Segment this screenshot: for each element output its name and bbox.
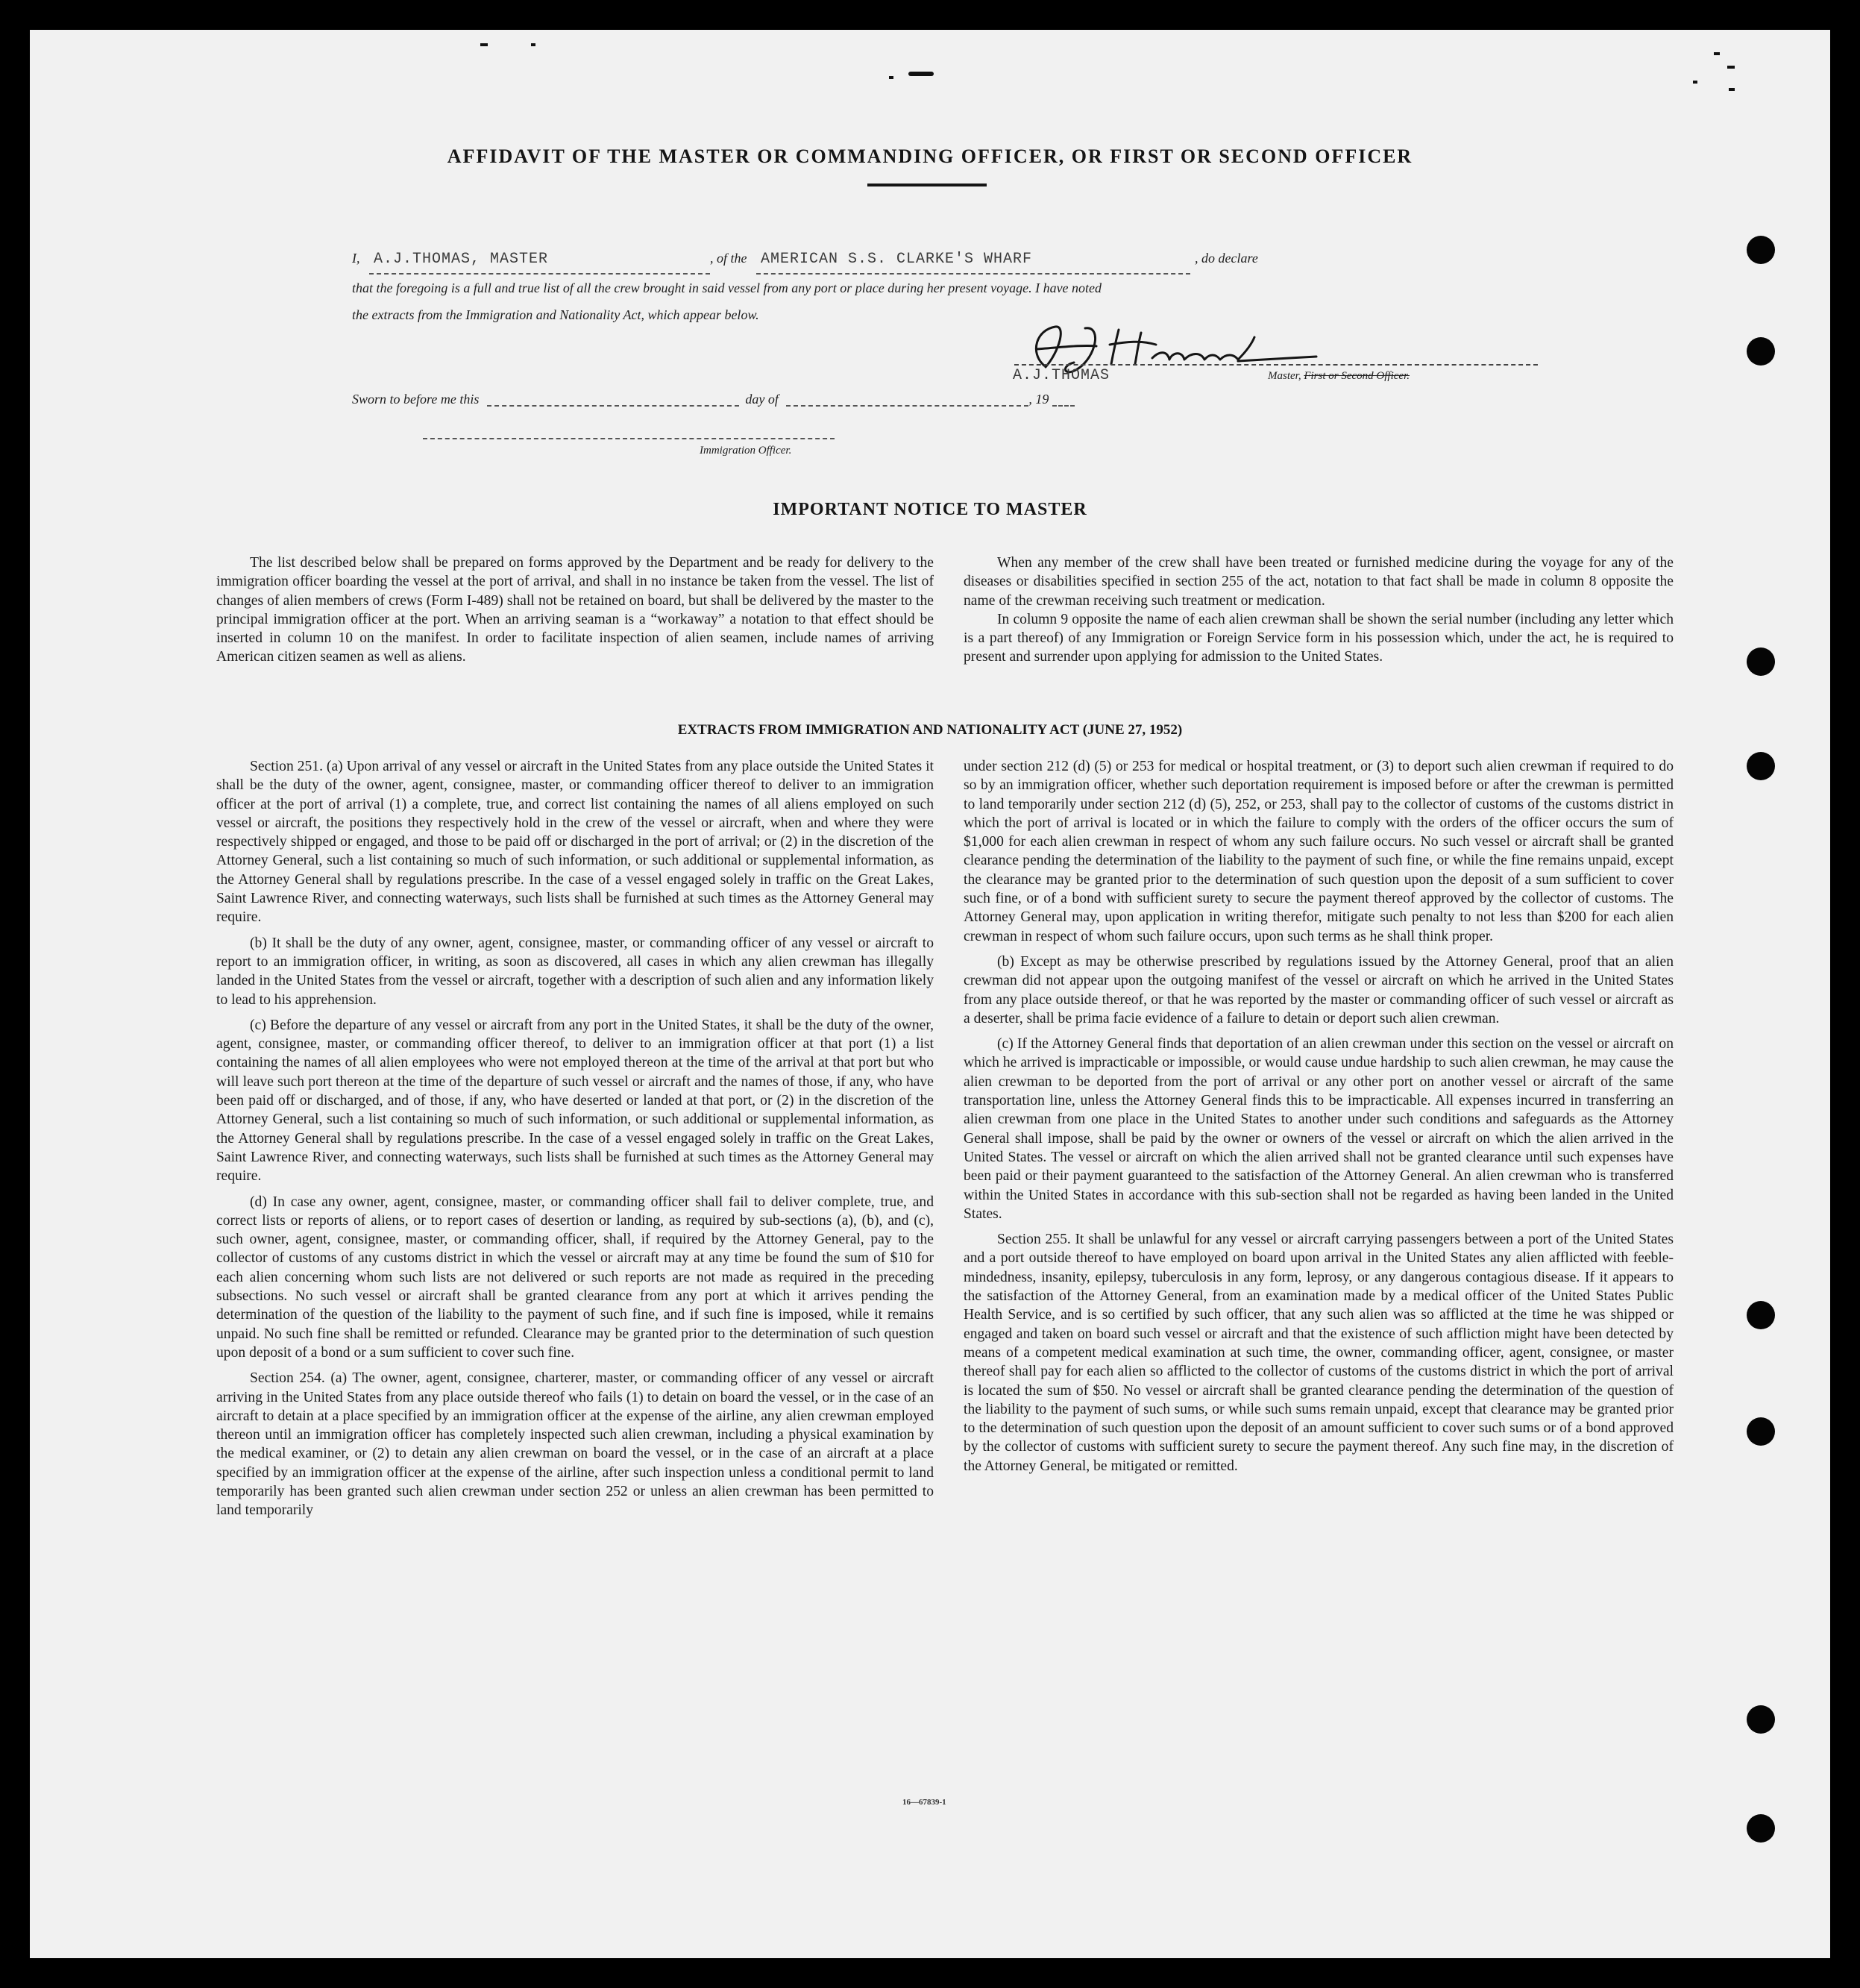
- scan-speck: [889, 76, 893, 79]
- notice-heading: IMPORTANT NOTICE TO MASTER: [773, 500, 1087, 519]
- notice-right-paragraph-2: In column 9 opposite the name of each alien crewman shall be shown the serial number (including any letter which is a part thereof) of any Immigration or Foreign Service form in his possession which, under the act, he is required to present and surrender upon applying for admission to the United States.: [964, 611, 1674, 665]
- declaration-prefix: I,: [352, 251, 360, 266]
- sworn-label: Sworn to before me this: [352, 392, 480, 407]
- signature-line: [1014, 364, 1538, 366]
- binder-hole: [1747, 752, 1775, 780]
- section-255: Section 255. It shall be unlawful for any vessel or aircraft carrying passengers between a port of the United States and a port outside thereof to have employed on board upon arrival in the United States any alien afflicted with feeble-mindedness, insanity, epilepsy, tuberculosis in any form, leprosy, or any dangerous contagious disease. If it appears to the satisfaction of the Attorney General, from an examination made by a medical officer of the United States Public Health Service, and is so certified by such officer, that any such alien was so afflicted at the time he was shipped or engaged and taken on board such vessel or aircraft and that the existence of such affliction might have been detected by means of a competent medical examination at such time, the owner, commanding officer, agent, consignee, or master thereof shall pay for each alien so afflicted to the collector of customs of the customs district in which the port of arrival is located the sum of $50. No vessel or aircraft shall be granted clearance pending the determination of the question of the liability to the payment of such sums, or while such sums remain unpaid, except that clearance may be granted prior to the determination of such question upon the deposit of an amount sufficient to cover such sums or of a bond approved by the collector of customs with sufficient surety to secure the payment thereof. Any such fine may, in the discretion of the Attorney General, be mitigated or remitted.: [964, 1232, 1674, 1474]
- section-254-c: (c) If the Attorney General finds that deportation of an alien crewman under this section on the vessel or aircraft on which he arrived is impracticable or impossible, or would cause undue hardship to such alien crewman, he may cause the alien crewman to be deported from the port of arrival or any other port on another vessel or aircraft of the same transportation line, unless the Attorney General finds this to be impracticable. All expenses incurred in transferring an alien crewman from one place in the United States to another under such conditions and safeguards as the Attorney General shall impose, shall be paid by the owner or owners of the vessel or aircraft on which the alien arrived in the United States. The vessel or aircraft on which the alien arrived shall not be granted clearance until such expenses have been paid or their payment guaranteed to the satisfaction of the Attorney General. An alien crewman who is transferred within the United States in accordance with this sub-section shall not be regarded as having been landed in the United States.: [964, 1036, 1674, 1222]
- notice-left-paragraph: The list described below shall be prepared on forms approved by the Department and be ready for delivery to the immigration officer boarding the vessel at the port of arrival, and shall in no instance be taken from the vessel. The list of changes of alien members of crews (Form I-489) shall not be retained on board, but shall be delivered by the master to the principal immigration officer at the port. When an arriving seaman is a “workaway” a notation to that effect should be inserted in column 10 on the manifest. In order to facilitate inspection of alien seamen, include names of arriving American citizen seamen as well as aliens.: [216, 555, 934, 665]
- section-254-a: Section 254. (a) The owner, agent, consignee, charterer, master, or commanding officer of any vessel or aircraft arriving in the United States from any place outside thereof who fails (1) to detain on board the vessel, or in the case of an aircraft to detain at a place specified by an immigration officer at the expense of the airline, any alien crewman employed thereon until an immigration officer has completely inspected such alien crewman, including a physical examination by the medical examiner, or (2) to detain any alien crewman on board the vessel, or in the case of an aircraft at a place specified by an immigration officer at the expense of the airline, after such inspection unless a conditional permit to land temporarily has been granted such alien crewman under section 252 or unless an alien crewman has been permitted to land temporarily: [216, 1370, 934, 1519]
- notice-right-column: [964, 554, 1674, 667]
- extracts-heading: EXTRACTS FROM IMMIGRATION AND NATIONALITY ACT (JUNE 27, 1952): [677, 722, 1183, 738]
- section-251-d: (d) In case any owner, agent, consignee, master, or commanding officer shall fail to deliver complete, true, and correct lists or reports of aliens, or to report cases of desertion or landing, as required by sub-sections (a), (b), and (c), such owner, agent, consignee, master, or commanding officer, shall, if required by the Attorney General, pay to the collector of customs of any customs district in which the vessel or aircraft may at any time be found the sum of $10 for each alien concerning whom such lists are not delivered or such reports are not made as required in the preceding subsections. No such vessel or aircraft shall be granted clearance from any port at which it arrives pending the determination of the question of the liability to the payment of such fine, and if such fine is imposed, while it remains unpaid. No such fine shall be remitted or refunded. Clearance may be granted prior to the determination of such question upon deposit of a bond or a sum sufficient to cover such fine.: [216, 1194, 934, 1361]
- scan-speck: [531, 43, 535, 46]
- section-251-c: (c) Before the departure of any vessel or aircraft from any port in the United States, it shall be the duty of the owner, agent, consignee, master, or commanding officer thereof, to deliver to an immigration officer at that port (1) a list containing the names of all alien employees who were not employed thereon at the time of the arrival at that port but who will leave such port thereon at the time of the departure of such vessel or aircraft and the names of those, if any, who have been paid off or discharged, and of those, if any, who have deserted or landed at that port, or (2) in the discretion of the Attorney General, such a list containing so much of such information, or such additional or supplemental information, as the Attorney General shall by regulations prescribe. In the case of a vessel engaged solely in traffic on the Great Lakes, Saint Lawrence River, and connecting waterways, such lists shall be furnished at such times as the Attorney General may require.: [216, 1017, 934, 1185]
- scan-speck: [1714, 52, 1720, 55]
- sworn-day-field: [487, 395, 739, 407]
- binder-hole: [1747, 337, 1775, 366]
- year-label: , 19: [1028, 392, 1049, 407]
- section-251-a: Section 251. (a) Upon arrival of any vessel or aircraft in the United States from any place outside the United States it shall be the duty of the owner, agent, consignee, master, or commanding officer thereof to deliver to an immigration officer at the port of arrival (1) a complete, true, and correct list containing the names of all aliens employed on such vessel or aircraft, the positions they respectively hold in the crew of the vessel or aircraft, when and where they were respectively shipped or engaged, and those to be paid off or discharged in the port of arrival; or (2) in the discretion of the Attorney General, such a list containing so much of such information, or such additional or supplemental information, as the Attorney General shall by regulations prescribe. In the case of a vessel engaged solely in traffic on the Great Lakes, Saint Lawrence River, and connecting waterways, such lists shall be furnished at such times as the Attorney General may require.: [216, 759, 934, 926]
- vessel-name-field: AMERICAN S.S. CLARKE'S WHARF: [756, 246, 1190, 275]
- extracts-right-column: [964, 757, 1674, 1476]
- scan-speck: [1693, 81, 1697, 84]
- affidavit-title: AFFIDAVIT OF THE MASTER OR COMMANDING OFFICER, OR FIRST OR SECOND OFFICER: [447, 145, 1413, 167]
- immigration-officer-signature-line: [423, 438, 835, 439]
- master-name-field: A.J.THOMAS, MASTER: [369, 246, 710, 275]
- binder-hole: [1747, 1301, 1775, 1329]
- day-of-label: day of: [745, 392, 779, 407]
- scan-speck: [1727, 66, 1735, 69]
- binder-hole: [1747, 236, 1775, 264]
- notice-right-paragraph-1: When any member of the crew shall have been treated or furnished medicine during the voyage for any of the diseases or disabilities specified in section 255 of the act, notation to that fact shall be made in column 8 opposite the name of the crewman receiving such treatment or medication.: [964, 555, 1674, 609]
- binder-hole: [1747, 647, 1775, 676]
- role-master: Master,: [1268, 370, 1301, 382]
- scan-speck: [1729, 88, 1735, 91]
- immigration-officer-label: Immigration Officer.: [700, 445, 792, 457]
- binder-hole: [1747, 1705, 1775, 1734]
- declaration-line-3: the extracts from the Immigration and Nationality Act, which appear below.: [352, 307, 759, 322]
- notice-left-column: [216, 554, 934, 667]
- title-rule: [867, 184, 987, 186]
- declaration-line-2: that the foregoing is a full and true list of all the crew brought in said vessel from any port or place during her present voyage. I have noted: [352, 280, 1102, 295]
- section-254-b: (b) Except as may be otherwise prescribed by regulations issued by the Attorney General, proof that an alien crewman did not appear upon the outgoing manifest of the vessel or aircraft on which he arrived in the United States from any place outside thereof, or that he was reported by the master or commanding officer of such vessel or aircraft as a deserter, shall be prima facie evidence of a failure to detain or deport such alien crewman.: [964, 953, 1674, 1026]
- scan-speck: [908, 72, 934, 76]
- sworn-line: [352, 392, 1075, 407]
- of-the-label: , of the: [710, 251, 747, 266]
- section-251-b: (b) It shall be the duty of any owner, agent, consignee, master, or commanding officer of any vessel or aircraft to report to an immigration officer, in writing, as soon as discovered, all cases in which any alien crewman has illegally landed in the United States from the vessel or aircraft, together with a description of such alien and any information likely to lead to his apprehension.: [216, 935, 934, 1008]
- sworn-month-field: [786, 395, 1028, 407]
- document-page: [30, 30, 1830, 1958]
- do-declare-label: , do declare: [1195, 251, 1258, 266]
- form-number: 16—67839-1: [902, 1798, 946, 1807]
- scan-speck: [480, 43, 488, 46]
- extracts-left-column: [216, 757, 934, 1520]
- declaration: [352, 245, 1538, 328]
- signer-role: [1268, 370, 1410, 383]
- binder-hole: [1747, 1814, 1775, 1843]
- sworn-year-field: [1052, 395, 1075, 407]
- role-struck-officer: First or Second Officer.: [1304, 370, 1410, 382]
- section-254-a-continued: under section 212 (d) (5) or 253 for medical or hospital treatment, or (3) to deport such alien crewman if required to do so by an immigration officer, whether such deportation requirement is imposed before or after the crewman is permitted to land temporarily under section 212 (d) (5), 252, or 253, shall pay to the collector of customs of the customs district in which the port of arrival is located or in which the failure to comply with the orders of the officer occurs the sum of $1,000 for each alien crewman in respect of whom any such failure occurs. No such vessel or aircraft shall be granted clearance pending the determination of the liability to the payment of such fine, or while the fine remains unpaid, except the clearance may be granted prior to the determination of such question upon the deposit of a sum sufficient to cover such fine, or of a bond with sufficient surety to secure the payment thereof approved by the collector of customs. The Attorney General may, upon application in writing therefor, mitigate such penalty to not less than $200 for each alien crewman in respect of whom such failure occurs, upon such terms as he shall think proper.: [964, 759, 1674, 944]
- typed-signer-name: A.J.THOMAS: [1013, 367, 1110, 384]
- binder-hole: [1747, 1417, 1775, 1446]
- declaration-line-1: [352, 245, 1538, 275]
